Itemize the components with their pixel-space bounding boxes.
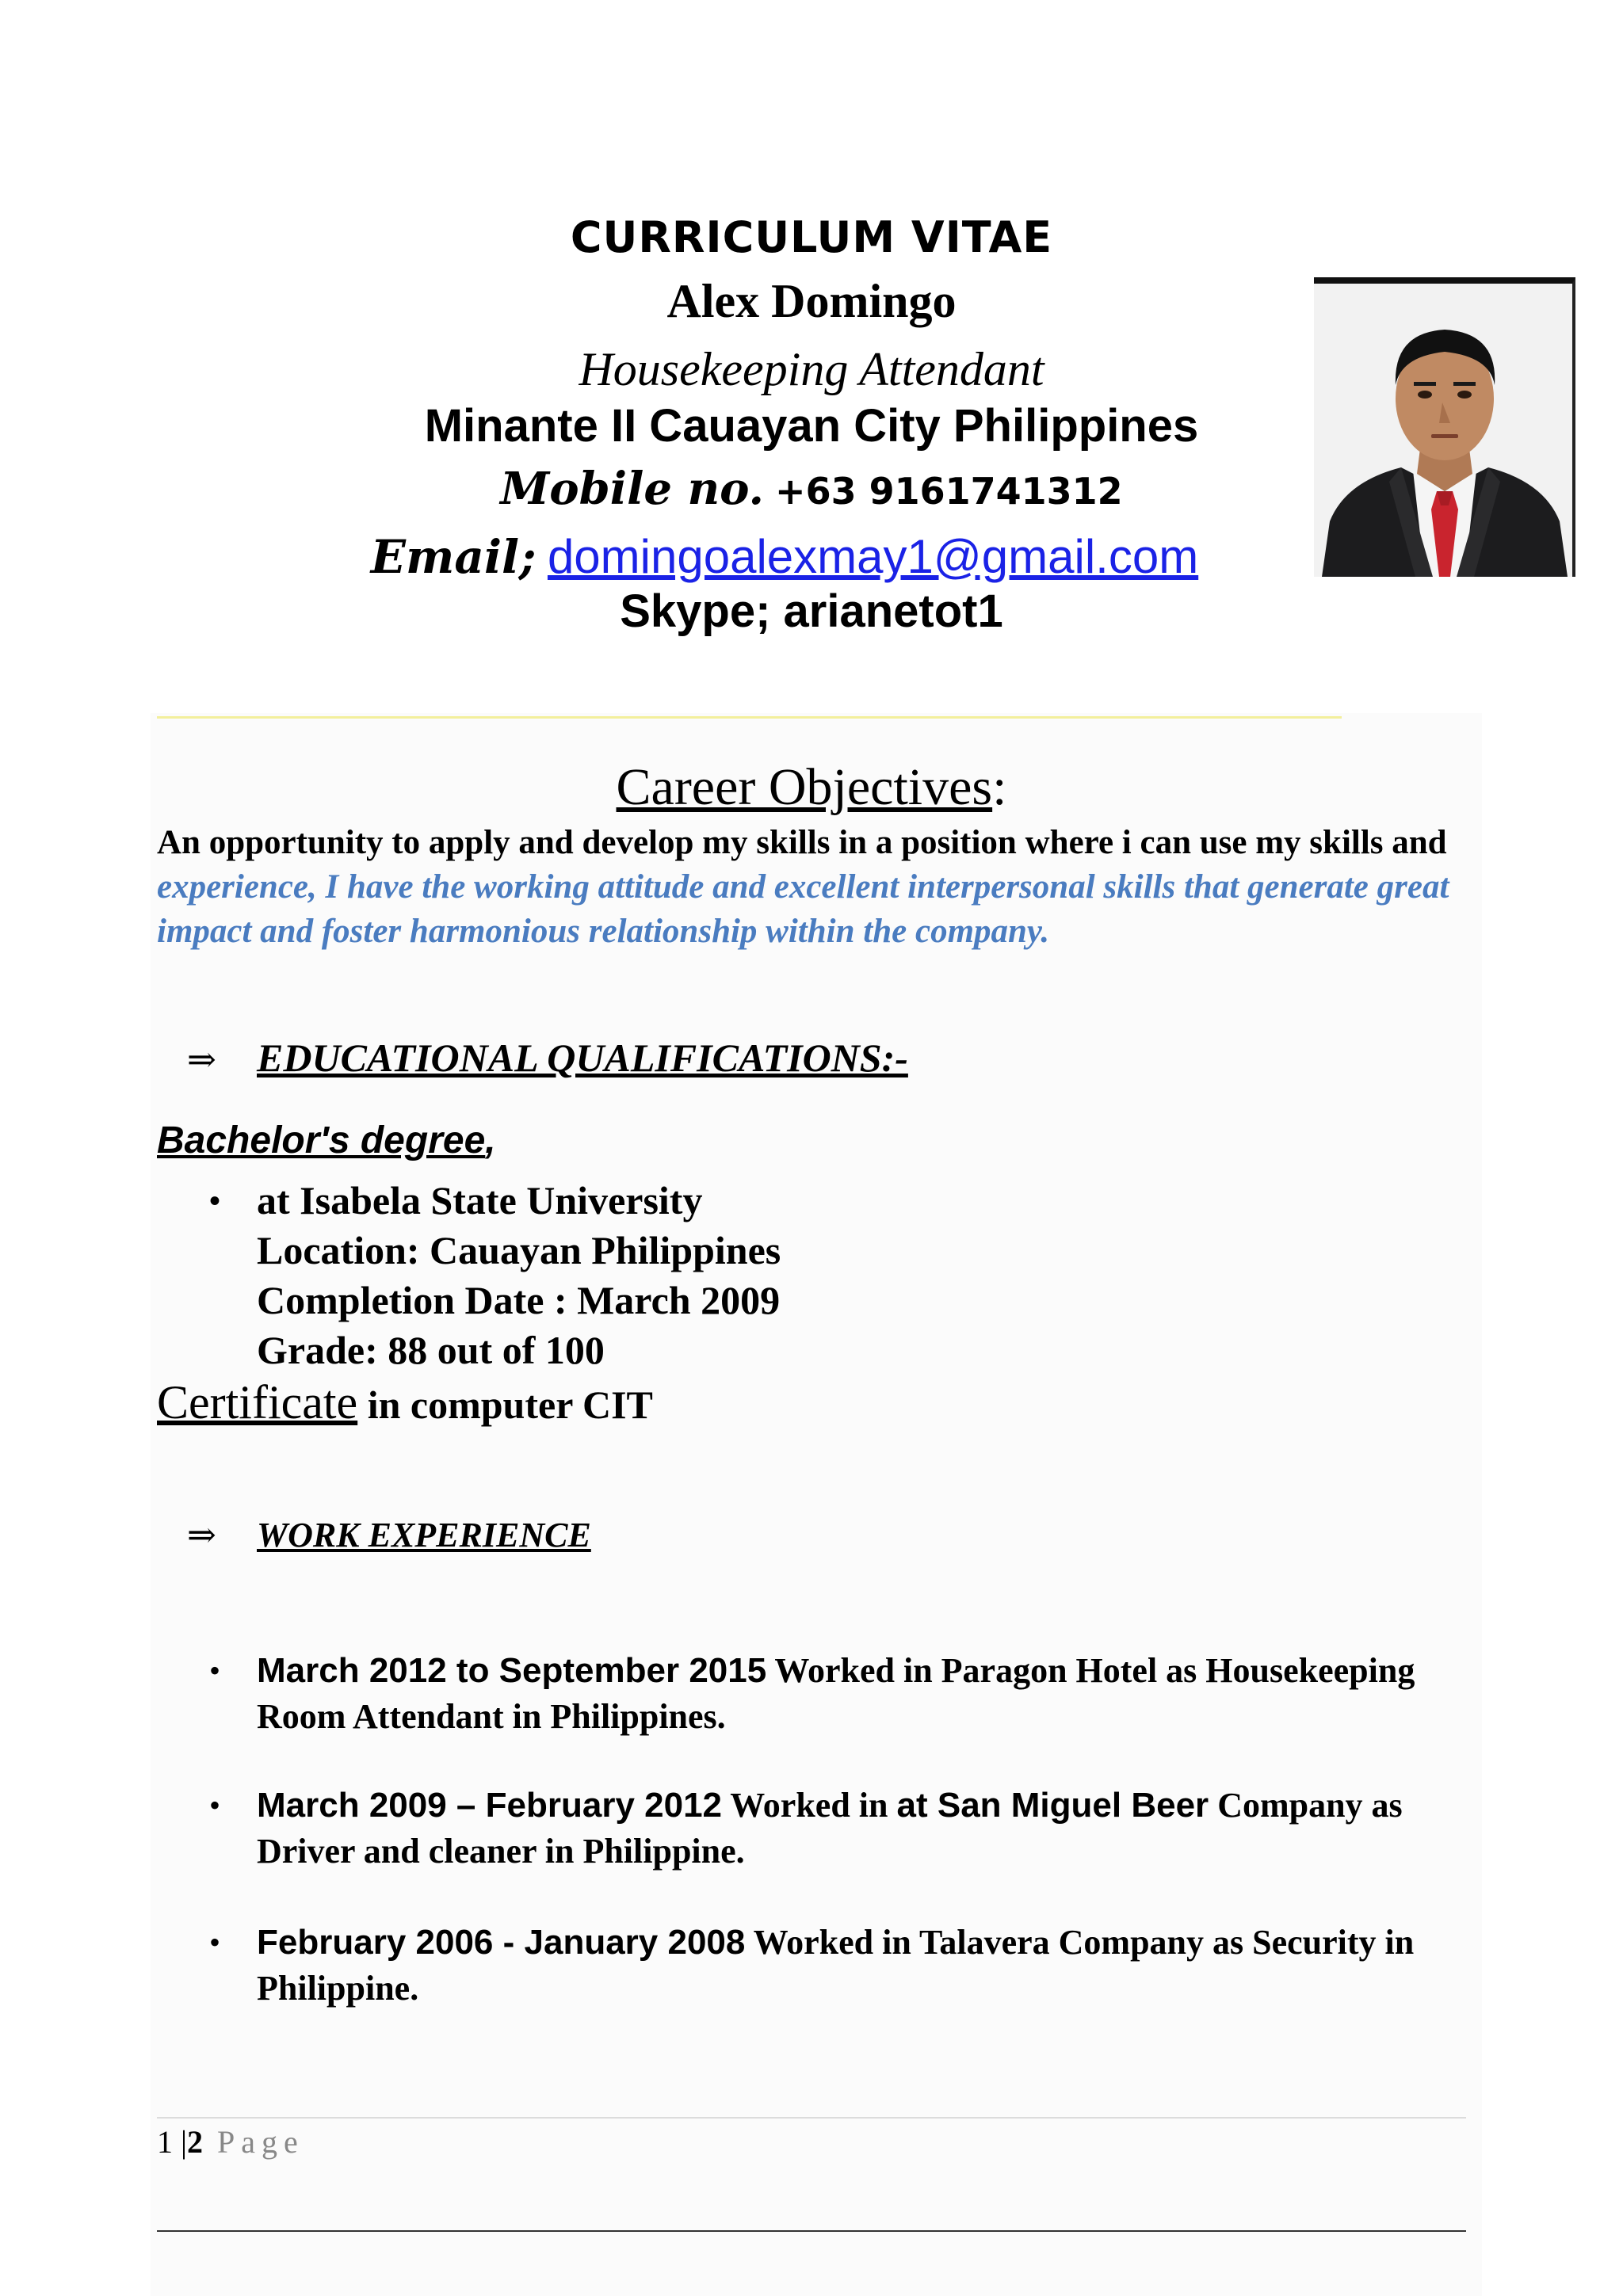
work-experience-heading	[187, 1515, 591, 1555]
career-objectives-colon: :	[992, 758, 1007, 816]
certificate-word: Certificate	[157, 1376, 358, 1428]
email-link[interactable]: domingoalexmay1@gmail.com	[547, 530, 1199, 583]
skype-line: Skype; arianetot1	[620, 585, 1003, 637]
education-line: Completion Date : March 2009	[257, 1278, 781, 1322]
work-description: Worked in Talavera Company as Security in Philippine.	[257, 1923, 1415, 2008]
arrow-right-icon: ⇒	[187, 1040, 216, 1079]
work-item	[209, 1783, 1493, 1875]
work-date: March 2009 – February 2012	[257, 1786, 723, 1825]
work-description-pre: Worked in	[722, 1786, 897, 1825]
work-employer: at San Miguel Beer	[896, 1786, 1209, 1825]
mobile-label: Mobile no.	[500, 463, 765, 515]
header-divider	[157, 716, 1342, 719]
applicant-address: Minante II Cauayan City Philippines	[424, 400, 1199, 452]
degree-name: Bachelor's degree	[157, 1119, 486, 1161]
work-date: February 2006 - January 2008	[257, 1923, 746, 1962]
work-description: Company as Driver and cleaner in Philippine.	[257, 1786, 1403, 1871]
bullet-icon: •	[209, 1787, 221, 1823]
person-photo-icon	[1314, 284, 1575, 577]
applicant-name: Alex Domingo	[666, 275, 957, 327]
work-item	[209, 1920, 1493, 2012]
certificate-line	[157, 1375, 653, 1430]
bullet-icon: •	[209, 1183, 221, 1219]
degree-comma: ,	[485, 1119, 496, 1161]
career-objective-text	[157, 821, 1488, 954]
education-line: at Isabela State University	[257, 1178, 703, 1222]
footer-bottom-rule	[157, 2230, 1466, 2232]
email-label: Email;	[370, 530, 537, 584]
education-heading-text: EDUCATIONAL QUALIFICATIONS:-	[257, 1035, 908, 1080]
work-description: Worked in Paragon Hotel as Housekeeping Room Attendant in Philippines.	[257, 1651, 1415, 1736]
objective-text-blue: experience, I have the working attitude and excellent interpersonal skills that generate great impact and foster harmonious relationship within the company.	[157, 868, 1449, 950]
work-date: March 2012 to September 2015	[257, 1651, 767, 1690]
page-total: 2	[187, 2124, 204, 2160]
applicant-position: Housekeeping Attendant	[579, 343, 1044, 395]
page-label: Page	[203, 2124, 304, 2160]
mobile-value: +63 9161741312	[775, 470, 1123, 513]
work-item	[209, 1648, 1493, 1740]
document-title: CURRICULUM VITAE	[570, 212, 1053, 262]
arrow-right-icon: ⇒	[187, 1516, 216, 1554]
career-objectives-title	[0, 757, 1623, 818]
page-indicator	[157, 2123, 304, 2161]
bullet-icon: •	[209, 1653, 221, 1688]
education-line: Location: Cauayan Philippines	[257, 1228, 781, 1272]
education-heading	[187, 1035, 908, 1081]
footer-divider	[157, 2117, 1466, 2119]
education-line: Grade: 88 out of 100	[257, 1328, 605, 1372]
work-experience-heading-text: WORK EXPERIENCE	[257, 1516, 591, 1554]
education-details	[209, 1176, 781, 1375]
profile-photo	[1314, 277, 1575, 577]
certificate-rest: in computer CIT	[357, 1383, 653, 1427]
bullet-icon: •	[209, 1924, 221, 1960]
career-objectives-label: Career Objectives	[616, 758, 993, 816]
degree-title	[157, 1119, 496, 1162]
page-number: 1 |	[157, 2124, 188, 2160]
objective-text-black: An opportunity to apply and develop my skills in a position where i can use my skills and	[157, 824, 1447, 861]
